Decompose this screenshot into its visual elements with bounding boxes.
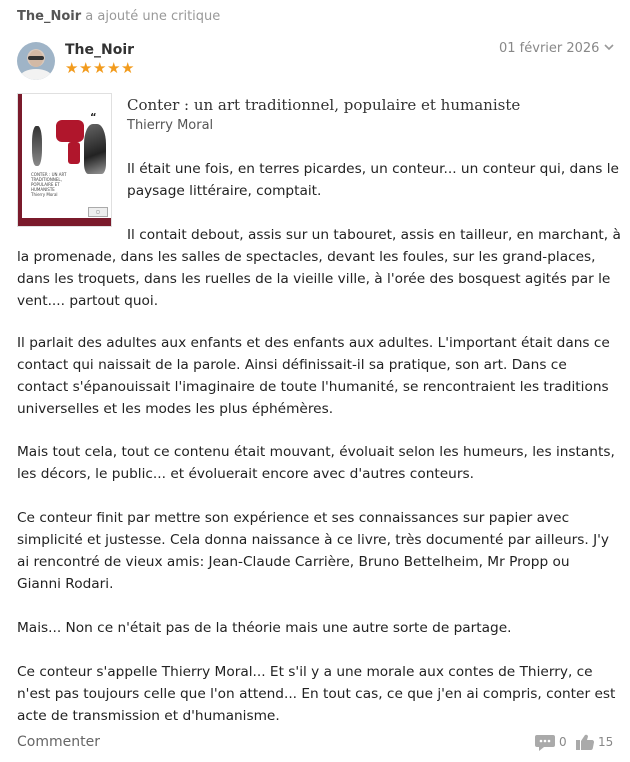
review-paragraph: Ce conteur s'appelle Thierry Moral... Et s'il y a une morale aux contes de Thierry, ce n'est pas toujours celle que l'on attend... En tout cas, ce que j'en ai compris, conter est acte de transmission et d'humanisme.: [17, 664, 616, 724]
star-icon: ★: [65, 59, 79, 77]
cover-author-text: Thierry Moral: [31, 192, 58, 197]
speech-bubble-icon: [534, 733, 556, 751]
review-paragraph: Il était une fois, en terres picardes, un conteur... un conteur qui, dans le paysage littéraire, comptait.: [127, 161, 619, 199]
activity-header: [17, 9, 220, 24]
star-icon: ★: [79, 59, 93, 77]
comments-counter[interactable]: [534, 733, 567, 751]
cover-title-text: CONTER : UN ART TRADITIONNEL, POPULAIRE ET HUMANISTE: [31, 172, 67, 192]
review-paragraph: Mais... Non ce n'était pas de la théorie mais une autre sorte de partage.: [17, 620, 512, 636]
likes-count: 15: [598, 735, 614, 749]
rating-stars: [65, 61, 135, 75]
comments-count: 0: [559, 735, 567, 749]
avatar[interactable]: [17, 42, 55, 80]
review-paragraph: Ce conteur finit par mettre son expérience et ses connaissances sur papier avec simplicité et justesse. Cela donna naissance à ce livre, très documenté par ailleurs. J'y ai rencontré de vieux amis: Jean-Claude Carrière, Bruno Bettelheim, Mr Propp ou Gianni Rodari.: [17, 510, 610, 592]
likes-counter[interactable]: [575, 733, 613, 751]
star-icon: ★: [93, 59, 107, 77]
review-paragraph: Il contait debout, assis sur un tabouret, assis en tailleur, en marchant, à la promenade, dans les salles de spectacles, devant les foules, sur les grand-places, dans les troquets, dans les ruelles de la vieille ville, à l'orée des bosquest agités par le vent.... partout quoi.: [17, 227, 621, 309]
activity-action: a ajouté une critique: [85, 9, 221, 24]
book-title[interactable]: Conter : un art traditionnel, populaire et humaniste: [127, 96, 521, 114]
thumbs-up-icon: [575, 733, 595, 751]
star-icon: ★: [107, 59, 121, 77]
book-cover[interactable]: “ CONTER : UN ART TRADITIONNEL, POPULAIRE ET HUMANISTE Thierry Moral ▢: [17, 93, 112, 227]
chevron-down-icon[interactable]: [602, 40, 616, 54]
review-paragraph: Il parlait des adultes aux enfants et des enfants aux adultes. L'important était dans ce contact qui naissait de la parole. Ainsi définissait-il sa pratique, son art. Dans ce contact s'épanouissait l'imaginaire de toute l'humanité, se rencontraient les traditions universelles et les modes les plus éphémères.: [17, 335, 610, 417]
review-date: 01 février 2026: [499, 41, 600, 56]
comment-button[interactable]: Commenter: [17, 734, 100, 750]
review-paragraph: Mais tout cela, tout ce contenu était mouvant, évoluait selon les humeurs, les instants, les décors, le public... et évoluerait encore avec d'autres conteurs.: [17, 444, 615, 482]
review-username[interactable]: The_Noir: [65, 42, 135, 58]
book-author[interactable]: Thierry Moral: [127, 118, 214, 133]
star-icon: ★: [121, 59, 135, 77]
activity-username[interactable]: The_Noir: [17, 9, 82, 24]
